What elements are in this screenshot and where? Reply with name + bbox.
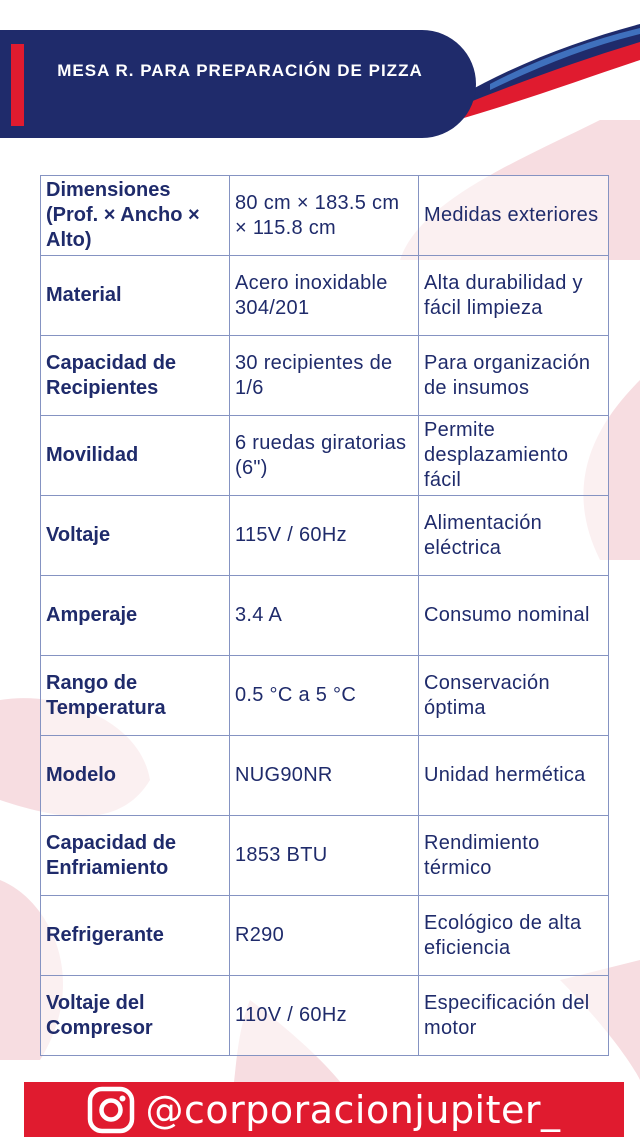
- instagram-icon[interactable]: [87, 1086, 135, 1134]
- spec-label: Voltaje: [41, 496, 230, 576]
- spec-value: Acero inoxidable 304/201: [230, 256, 419, 336]
- spec-value: 115V / 60Hz: [230, 496, 419, 576]
- table-row: [41, 576, 609, 656]
- spec-value: 0.5 °C a 5 °C: [230, 656, 419, 736]
- spec-label: Dimensiones (Prof. × Ancho × Alto): [41, 176, 230, 256]
- header-accent-bar: [11, 44, 24, 126]
- table-row: [41, 416, 609, 496]
- table-row: [41, 976, 609, 1056]
- spec-label: Capacidad de Enfriamiento: [41, 816, 230, 896]
- footer-bar: [24, 1082, 624, 1137]
- spec-note: Consumo nominal: [419, 576, 609, 656]
- spec-note: Alimentación eléctrica: [419, 496, 609, 576]
- spec-value: 3.4 A: [230, 576, 419, 656]
- table-row: [41, 656, 609, 736]
- spec-note: Unidad hermética: [419, 736, 609, 816]
- spec-label: Modelo: [41, 736, 230, 816]
- spec-table: [40, 175, 609, 1056]
- header-banner: [0, 30, 476, 138]
- table-row: [41, 336, 609, 416]
- spec-value: R290: [230, 896, 419, 976]
- page-title: MESA R. PARA PREPARACIÓN DE PIZZA: [57, 61, 423, 80]
- spec-label: Capacidad de Recipientes: [41, 336, 230, 416]
- table-row: [41, 896, 609, 976]
- spec-label: Movilidad: [41, 416, 230, 496]
- spec-label: Voltaje del Compresor: [41, 976, 230, 1056]
- spec-value: 1853 BTU: [230, 816, 419, 896]
- spec-value: 6 ruedas giratorias (6"): [230, 416, 419, 496]
- spec-label: Amperaje: [41, 576, 230, 656]
- spec-note: Especificación del motor: [419, 976, 609, 1056]
- spec-note: Conservación óptima: [419, 656, 609, 736]
- spec-note: Medidas exteriores: [419, 176, 609, 256]
- spec-value: 30 recipientes de 1/6: [230, 336, 419, 416]
- spec-label: Rango de Temperatura: [41, 656, 230, 736]
- table-row: [41, 256, 609, 336]
- spec-note: Permite desplazamiento fácil: [419, 416, 609, 496]
- spec-value: 80 cm × 183.5 cm × 115.8 cm: [230, 176, 419, 256]
- table-row: [41, 496, 609, 576]
- spec-value: 110V / 60Hz: [230, 976, 419, 1056]
- table-row: [41, 816, 609, 896]
- spec-value: NUG90NR: [230, 736, 419, 816]
- table-row: [41, 736, 609, 816]
- spec-note: Ecológico de alta eficiencia: [419, 896, 609, 976]
- spec-label: Refrigerante: [41, 896, 230, 976]
- spec-note: Alta durabilidad y fácil limpieza: [419, 256, 609, 336]
- table-row: [41, 176, 609, 256]
- instagram-handle-link[interactable]: @corporacionjupiter_: [145, 1087, 561, 1132]
- spec-label: Material: [41, 256, 230, 336]
- spec-note: Rendimiento térmico: [419, 816, 609, 896]
- spec-note: Para organización de insumos: [419, 336, 609, 416]
- header-swoosh-decoration: [450, 18, 640, 128]
